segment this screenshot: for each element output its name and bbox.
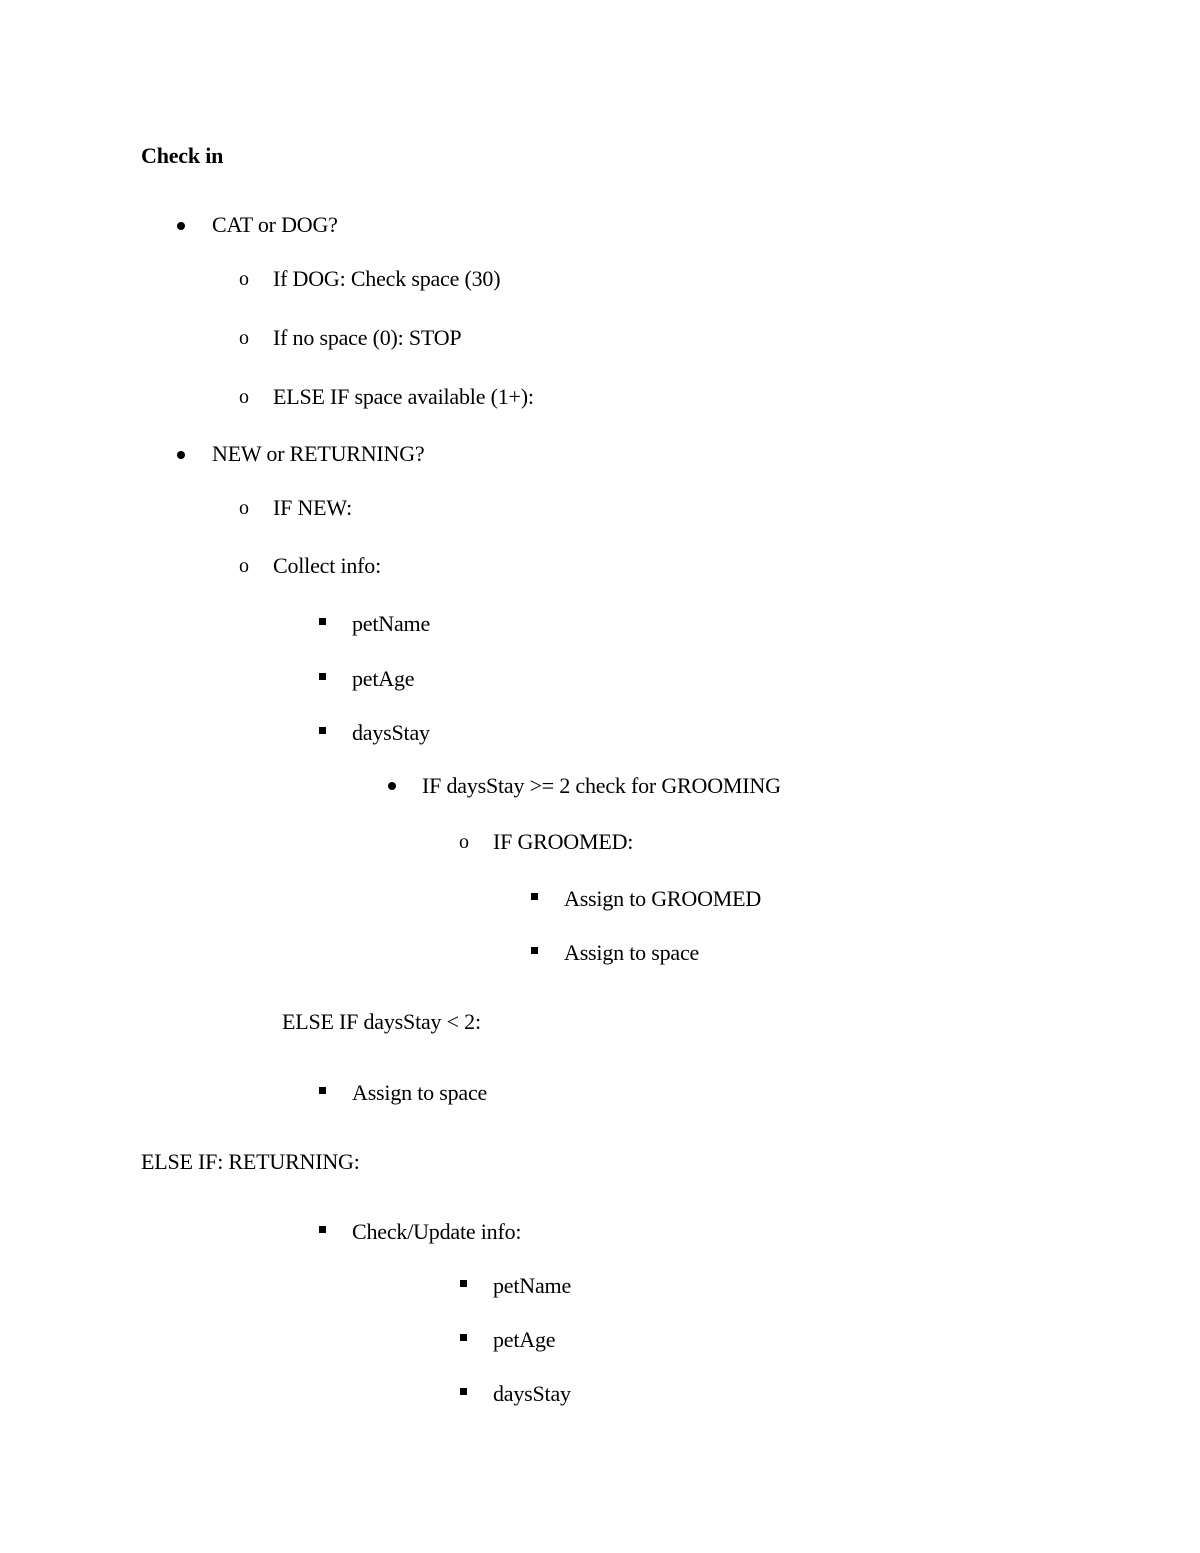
circle-bullet-icon: o <box>239 497 249 519</box>
list-item-collect-info: Collect info: <box>273 553 381 578</box>
list-item-check-update: Check/Update info: <box>352 1219 522 1244</box>
paragraph-else-returning: ELSE IF: RETURNING: <box>141 1149 360 1174</box>
square-bullet-icon <box>319 618 326 625</box>
list-item-cat-or-dog: CAT or DOG? <box>212 212 338 237</box>
square-bullet-icon <box>460 1280 467 1287</box>
list-item-if-days-stay: IF daysStay >= 2 check for GROOMING <box>422 773 781 798</box>
list-item-if-groomed: IF GROOMED: <box>493 829 634 854</box>
list-item-assign-groomed: Assign to GROOMED <box>564 886 762 911</box>
list-item-days-stay: daysStay <box>352 720 430 745</box>
list-item-pet-age: petAge <box>493 1327 556 1352</box>
square-bullet-icon <box>460 1334 467 1341</box>
circle-bullet-icon: o <box>239 555 249 577</box>
circle-bullet-icon: o <box>239 386 249 408</box>
square-bullet-icon <box>319 727 326 734</box>
list-item-if-dog: If DOG: Check space (30) <box>273 266 501 291</box>
circle-bullet-icon: o <box>459 831 469 853</box>
list-item-new-or-returning: NEW or RETURNING? <box>212 441 425 466</box>
circle-bullet-icon: o <box>239 327 249 349</box>
list-item-days-stay: daysStay <box>493 1381 571 1406</box>
circle-bullet-icon: o <box>239 268 249 290</box>
list-item-assign-space: Assign to space <box>352 1080 488 1105</box>
list-item-if-new: IF NEW: <box>273 495 353 520</box>
disc-bullet-icon <box>177 451 185 459</box>
square-bullet-icon <box>531 947 538 954</box>
page-title: Check in <box>141 143 224 168</box>
square-bullet-icon <box>319 1226 326 1233</box>
disc-bullet-icon <box>177 222 185 230</box>
list-item-if-no-space: If no space (0): STOP <box>273 325 462 350</box>
list-item-assign-space: Assign to space <box>564 940 700 965</box>
square-bullet-icon <box>319 1087 326 1094</box>
list-item-else-space: ELSE IF space available (1+): <box>273 384 534 409</box>
square-bullet-icon <box>319 673 326 680</box>
list-item-pet-age: petAge <box>352 666 415 691</box>
list-item-pet-name: petName <box>493 1273 572 1298</box>
square-bullet-icon <box>460 1388 467 1395</box>
list-item-pet-name: petName <box>352 611 431 636</box>
square-bullet-icon <box>531 893 538 900</box>
disc-bullet-icon <box>388 782 396 790</box>
paragraph-else-days-stay: ELSE IF daysStay < 2: <box>282 1009 481 1034</box>
